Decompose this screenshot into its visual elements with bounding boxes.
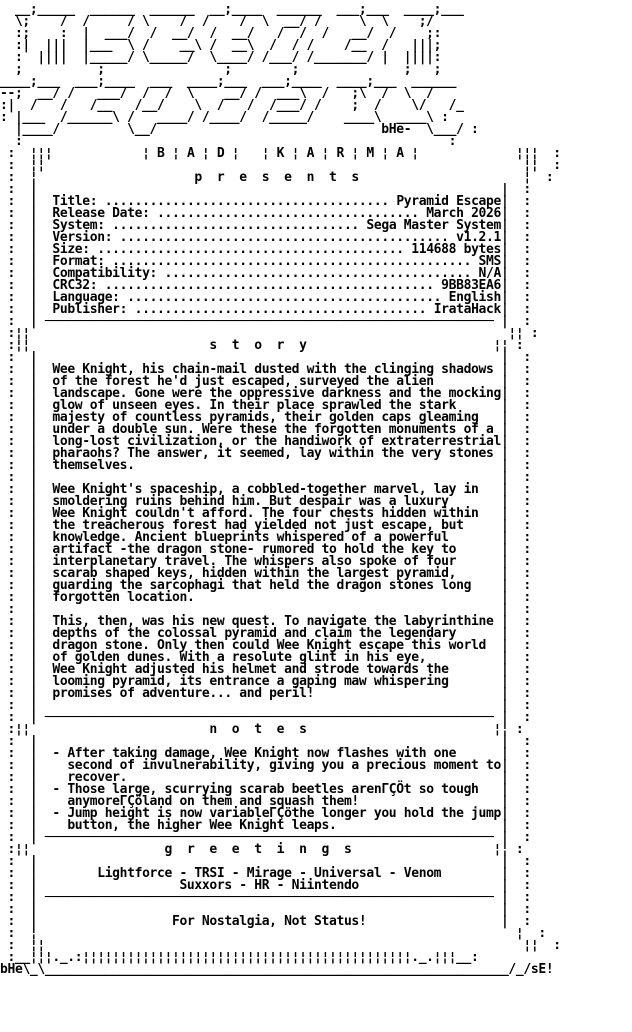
frame-line: :¦¦ g r e e t i n g s ¦¦ :: [0, 842, 524, 857]
section-divider: ────────────────────────────────────────────────────────────: [44, 710, 494, 725]
story-line: Wee Knight's spaceship, a cobbled-together marvel, lay in: [52, 482, 479, 497]
logo-line: __;_____ ______ ______ __;____ ______ ___;___ ____;___: [14, 2, 464, 17]
frame-line: : | the treacherous forest had yielded not just escape, but | :: [0, 518, 531, 533]
nfo-body: [0, 146, 561, 977]
frame-line: : | scarab shaped keys, hidden within the largest pyramid, | :: [0, 566, 531, 581]
frame-line: : | Title: ...................................... Pyramid Escape| :: [0, 194, 531, 209]
note-line: - Those large, scurrying scarab beetles arenΓÇÖt so tough: [52, 782, 479, 797]
story-line: scarab shaped keys, hidden within the largest pyramid,: [52, 566, 457, 581]
story-line: pharaohs? The answer, it seemed, lay within the very stones: [52, 446, 494, 461]
frame-line: : | themselves. | :: [0, 458, 531, 473]
logo-line: : |||| |_____/ \_____/ \____/ /___/ /_______/ | ||||:: [14, 50, 442, 65]
note-line: button, the higher Wee Knight leaps.: [52, 818, 337, 833]
info-label: Publisher:: [52, 302, 128, 317]
info-label: Compatibility:: [52, 266, 158, 281]
story-line: dragon stone. Only then could Wee Knight escape this world: [52, 638, 487, 653]
frame-line: : | - Jump height is now variableΓÇöthe longer you hold the jump| :: [0, 806, 531, 821]
frame-line: :¦¦ ¦¦ :: [0, 326, 539, 341]
frame-line: : | smoldering ruins behind him. But despair was a luxury | :: [0, 494, 531, 509]
frame-line: : | ──────────────────────────────────────────────────────────── | :: [0, 830, 531, 845]
logo-line: --; __/ / ___/ / / \ __/ / ___\ / ;\ / \ /: [0, 86, 434, 101]
frame-line: : | Wee Knight's spaceship, a cobbled-together marvel, lay in | :: [0, 482, 531, 497]
frame-line: : | | :: [0, 602, 531, 617]
frame-line: :¦¦ n o t e s ¦¦ :: [0, 722, 524, 737]
info-label: Format:: [52, 254, 105, 269]
logo-line: : :: [14, 134, 457, 149]
frame-line: : | | :: [0, 350, 531, 365]
frame-line: : | Compatibility: ......................................... N/A| :: [0, 266, 531, 281]
frame-line: : | button, the higher Wee Knight leaps. | :: [0, 818, 531, 833]
frame-line: : | ──────────────────────────────────────────────────────────── | :: [0, 710, 531, 725]
frame-line: : | | :: [0, 470, 531, 485]
frame-line: : | depths of the colossal pyramid and claim the legendary | :: [0, 626, 531, 641]
story-line: of the forest he'd just escaped, surveyed the alien: [52, 374, 434, 389]
frame-line: : | - After taking damage, Wee Knight now flashes with one | :: [0, 746, 531, 761]
frame-line: : | second of invulnerability, giving you a precious moment to| :: [0, 758, 531, 773]
frame-line: : | landscape. Gone were the oppressive darkness and the mocking| :: [0, 386, 531, 401]
logo-line: :| / / /__ /__/ \ / / /___/ / ; / \/ /_: [0, 98, 464, 113]
notes-heading: n o t e s: [209, 722, 307, 737]
frame-line: : | artifact -the dragon stone- rumored to hold the key to | :: [0, 542, 531, 557]
baid-karma-ascii-logo: [0, 4, 632, 148]
logo-line: \; / / / \ / / / \ __/ / \ \ ;/: [14, 14, 434, 29]
section-divider: ────────────────────────────────────────────────────────────: [44, 830, 494, 845]
logo-line: :| ||| |___ \ / __\ / __\ / / / /__ / |||;: [14, 38, 442, 53]
logo-line: |____/ \__/ bHe- \___/ :: [14, 122, 479, 137]
story-line: under a double sun. Were these the forgotten monuments of a: [52, 422, 494, 437]
greetings-heading: g r e e t i n g s: [164, 842, 352, 857]
note-line: - After taking damage, Wee Knight now flashes with one: [52, 746, 457, 761]
frame-line: : | ──────────────────────────────────────────────────────────── | :: [0, 314, 531, 329]
frame-line: : | Suxxors - HR - Niintendo | :: [0, 878, 531, 893]
frame-line: : | Publisher: ....................................... IrataHack| :: [0, 302, 531, 317]
frame-line: : | dragon stone. Only then could Wee Knight escape this world | :: [0, 638, 531, 653]
note-line: anymoreΓÇöland on them and squash them!: [52, 794, 359, 809]
frame-line: : | pharaohs? The answer, it seemed, lay within the very stones | :: [0, 446, 531, 461]
greetings-line: Lightforce - TRSI - Mirage - Universal - Venom: [97, 866, 442, 881]
frame-line: : | recover. | :: [0, 770, 531, 785]
frame-line: : | - Those large, scurrying scarab beetles arenΓÇÖt so tough | :: [0, 782, 531, 797]
story-line: glow of unseen eyes. In their place sprawled the stark: [52, 398, 457, 413]
logo-line: ; ; ; ; ; ;: [14, 62, 442, 77]
frame-line: : | anymoreΓÇöland on them and squash them! | :: [0, 794, 531, 809]
info-value: SMS: [478, 254, 501, 269]
frame-line: : | | :: [0, 698, 531, 713]
frame-line: : | forgotten location. | :: [0, 590, 531, 605]
frame-line: : | | :: [0, 854, 531, 869]
frame-line: : | Wee Knight couldn't afford. The four chests hidden within | :: [0, 506, 531, 521]
presents-label: p r e s e n t s: [194, 170, 359, 185]
story-line: of golden dunes. With a resolute glint in his eye,: [52, 650, 427, 665]
group-name: ¦ B ¦ A ¦ D ¦ ¦ K ¦ A ¦ R ¦ M ¦ A ¦: [142, 146, 419, 161]
story-line: guarding the sarcophagi that held the dragon stones long: [52, 578, 472, 593]
frame-line: : | For Nostalgia, Not Status! | :: [0, 914, 531, 929]
frame-line: : | under a double sun. Were these the forgotten monuments of a | :: [0, 422, 531, 437]
frame-line: : | knowledge. Ancient blueprints whispered of a powerful | :: [0, 530, 531, 545]
frame-line: : | Size: ......................................... 114688 bytes| :: [0, 242, 531, 257]
info-label: Language:: [52, 290, 120, 305]
story-line: long-lost civilization, or the handiwork of extraterrestrial: [52, 434, 501, 449]
frame-line: : | glow of unseen eyes. In their place sprawled the stark | :: [0, 398, 531, 413]
frame-line: : ¦¦ ¦¦ :: [0, 938, 561, 953]
frame-line: : ¦¦ ¦¦ :: [0, 158, 561, 173]
frame-line: :¦¦ s t o r y ¦¦ :: [0, 338, 524, 353]
frame-line: : | guarding the sarcophagi that held the dragon stones long | :: [0, 578, 531, 593]
story-line: interplanetary travel. The whispers also spoke of four: [52, 554, 457, 569]
info-label: System:: [52, 218, 105, 233]
info-value: Sega Master System: [366, 218, 501, 233]
info-value: Pyramid Escape: [396, 194, 501, 209]
info-value: March 2026: [426, 206, 501, 221]
info-value: 9BB83EA6: [441, 278, 501, 293]
frame-line: : | CRC32: ............................................ 9BB83EA6| :: [0, 278, 531, 293]
story-line: This, then, was his new quest. To navigate the labyrinthine: [52, 614, 494, 629]
frame-line: : ¦ p r e s e n t s ¦ :: [0, 170, 554, 185]
story-line: forgotten location.: [52, 590, 195, 605]
info-label: Size:: [52, 242, 90, 257]
signature-left: bHe: [0, 962, 23, 977]
frame-line: : | interplanetary travel. The whispers also spoke of four | :: [0, 554, 531, 569]
frame-line: : | This, then, was his new quest. To navigate the labyrinthine | :: [0, 614, 531, 629]
frame-line: : | of golden dunes. With a resolute glint in his eye, | :: [0, 650, 531, 665]
story-line: Wee Knight adjusted his helmet and strode towards the: [52, 662, 449, 677]
tagline: For Nostalgia, Not Status!: [171, 914, 367, 929]
frame-line: : | long-lost civilization, or the handiwork of extraterrestrial| :: [0, 434, 531, 449]
story-line: landscape. Gone were the oppressive darkness and the mocking: [52, 386, 501, 401]
frame-line: : | looming pyramid, its entrance a gaping maw whispering | :: [0, 674, 531, 689]
greetings-line: Suxxors - HR - Niintendo: [179, 878, 359, 893]
story-line: smoldering ruins behind him. But despair was a luxury: [52, 494, 449, 509]
story-line: looming pyramid, its entrance a gaping maw whispering: [52, 674, 449, 689]
note-line: recover.: [52, 770, 128, 785]
story-line: themselves.: [52, 458, 135, 473]
logo-line: ____;___ ___;____ ___ ____;___ ___;____ ____;___ ______: [0, 74, 457, 89]
story-line: promises of adventure... and peril!: [52, 686, 315, 701]
frame-line: : | majesty of countless pyramids, their golden caps gleaming | :: [0, 410, 531, 425]
frame-line: : | of the forest he'd just escaped, surveyed the alien | :: [0, 374, 531, 389]
frame-line: : | Format: ................................................ SMS| :: [0, 254, 531, 269]
frame-line: : | Wee Knight, his chain-mail dusted with the clinging shadows | :: [0, 362, 531, 377]
frame-line: : | System: ................................. Sega Master System| :: [0, 218, 531, 233]
story-line: the treacherous forest had yielded not just escape, but: [52, 518, 464, 533]
section-divider: ────────────────────────────────────────────────────────────: [44, 890, 494, 905]
info-value: IrataHack: [433, 302, 501, 317]
story-line: Wee Knight, his chain-mail dusted with the clinging shadows: [52, 362, 494, 377]
story-line: depths of the colossal pyramid and claim the legendary: [52, 626, 457, 641]
frame-line: : | Lightforce - TRSI - Mirage - Universal - Venom | :: [0, 866, 531, 881]
frame-line: : | promises of adventure... and peril! | :: [0, 686, 531, 701]
frame-line: : | | :: [0, 734, 531, 749]
info-value: English: [448, 290, 501, 305]
note-line: second of invulnerability, giving you a precious moment to: [52, 758, 501, 773]
story-line: Wee Knight couldn't afford. The four chests hidden within: [52, 506, 479, 521]
info-value: 114688 bytes: [411, 242, 501, 257]
logo-line: : |___ /______\ / ____/ /____/ /_____/ ____\ ____\ :: [0, 110, 449, 125]
signature-right: sE!: [530, 962, 554, 977]
frame-line: : | Language: .......................................... English| :: [0, 290, 531, 305]
frame-line: : | Wee Knight adjusted his helmet and strode towards the | :: [0, 662, 531, 677]
frame-line: : | Release Date: ................................... March 2026| :: [0, 206, 531, 221]
info-label: Release Date:: [52, 206, 150, 221]
frame-line: : | ──────────────────────────────────────────────────────────── | :: [0, 890, 531, 905]
story-line: artifact -the dragon stone- rumored to hold the key to: [52, 542, 457, 557]
info-label: Title:: [52, 194, 98, 209]
story-line: knowledge. Ancient blueprints whispered of a powerful: [52, 530, 449, 545]
note-line: - Jump height is now variableΓÇöthe longer you hold the jump: [52, 806, 501, 821]
frame-line: : | | :: [0, 902, 531, 917]
frame-line: : ¦¦¦ ¦ B ¦ A ¦ D ¦ ¦ K ¦ A ¦ R ¦ M ¦ A ¦ ¦¦¦ :: [0, 146, 561, 161]
story-heading: s t o r y: [209, 338, 307, 353]
frame-line: : | Version: ............................................ v1.2.1| :: [0, 230, 531, 245]
frame-line: : | | :: [0, 182, 531, 197]
info-label: Version:: [52, 230, 113, 245]
story-line: majesty of countless pyramids, their golden caps gleaming: [52, 410, 479, 425]
logo-line: :; : | ___/ / __/ / __/ / / / __/ / ;:: [14, 26, 442, 41]
info-value: v1.2.1: [456, 230, 501, 245]
info-label: CRC32:: [52, 278, 98, 293]
bottom-border: :__¦¦¦._.:¦¦¦¦¦¦¦¦¦¦¦¦¦¦¦¦¦¦¦¦¦¦¦¦¦¦¦¦¦¦¦¦¦¦¦¦¦¦¦¦¦¦¦¦._.¦¦¦__: bHe\_\______________________________________________________________/_/sE!: [0, 950, 554, 977]
info-value: N/A: [478, 266, 501, 281]
frame-line: : ¦ ¦ :: [0, 926, 546, 941]
section-divider: ────────────────────────────────────────────────────────────: [44, 314, 494, 329]
